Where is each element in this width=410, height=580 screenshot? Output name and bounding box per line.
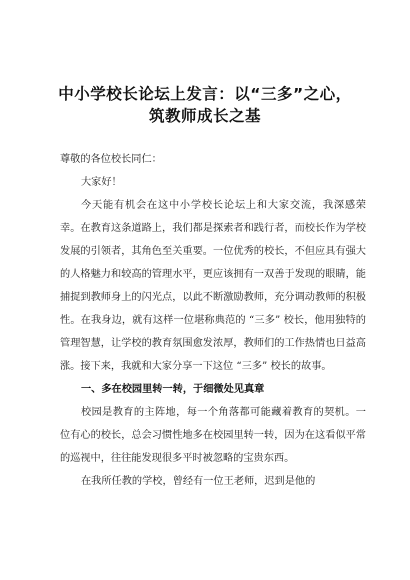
salutation: 尊敬的各位校长同仁： (60, 154, 162, 165)
paragraph-campus: 校园是教育的主阵地，每一个角落都可能藏着教育的契机。一位有心的校长，总会习惯性地多在校园里转一转，因为在这看似平常的巡视中，往往能发现很多平时被忽略的宝贵东西。 (60, 407, 366, 464)
paragraph-story-start: 在我所任教的学校，曾经有一位王老师，迟到是他的 (81, 476, 316, 487)
greeting: 大家好！ (81, 177, 122, 188)
paragraph-intro: 今天能有机会在这中小学校长论坛上和大家交流，我深感荣幸。在教育这条道路上，我们都是探索者和践行者，而校长作为学校发展的引领者，其角色至关重要。一位优秀的校长，不但应具有强大的人格魅力和较高的管理水平，更应该拥有一双善于发现的眼睛，能捕捉到教师身上的闪光点，以此不断激励教师，充分调动教师的积极性。在我身边，就有这样一位堪称典范的 “三多” 校长，他用独特的管理智慧，让学校的教育氛围愈发浓厚，教师们的工作热情也日益高涨。接下来，我就和大家分享一下这位 “三多” 校长的故事。 (60, 200, 366, 372)
document-title-line-1: 中小学校长论坛上发言：以“三多”之心， (58, 85, 352, 103)
document-body (60, 148, 366, 493)
document-title-line-2: 筑教师成长之基 (148, 107, 261, 125)
section-heading-1: 一、多在校园里转一转，于细微处见真章 (81, 383, 265, 395)
